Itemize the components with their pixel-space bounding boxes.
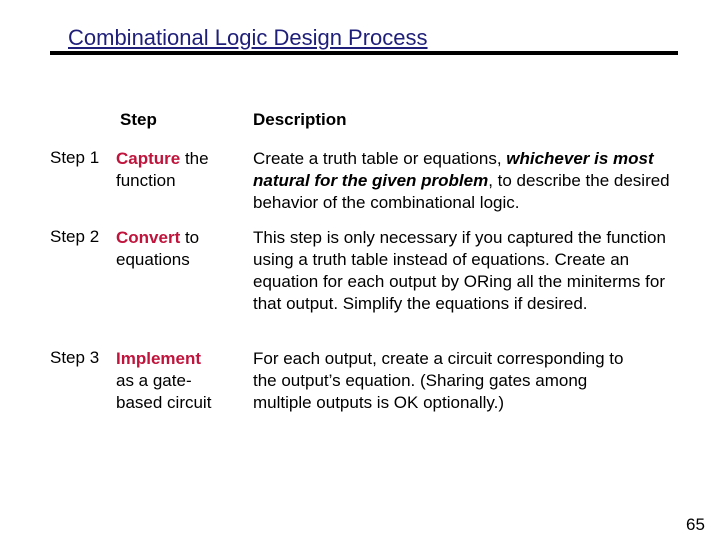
step-3-description [253,348,643,414]
step-1-title [116,148,236,192]
column-header-step: Step [120,110,157,129]
step-2-description [253,227,673,315]
slide-title: Combinational Logic Design Process [68,25,428,50]
step-1-desc-text-end: , to describe the desired behavior of the combinational logic. [253,171,670,212]
step-1-keyword: Capture [116,149,181,168]
step-2-title [116,227,236,271]
step-1-title-rest: the function [116,149,209,190]
page-number: 65 [686,515,705,534]
step-1-description [253,148,673,214]
step-3-title-rest: as a gate-based circuit [116,371,212,412]
step-1-label: Step 1 [50,148,100,167]
step-1-desc-text: Create a truth table or equations, [253,149,507,168]
step-3-label: Step 3 [50,348,100,367]
step-2-label: Step 2 [50,227,100,246]
column-header-description: Description [253,110,347,129]
step-2-keyword: Convert [116,228,181,247]
step-3-desc-text: For each output, create a circuit corresponding to the output’s equation. (Sharing gates among multiple outputs is OK optionally.) [253,349,624,412]
step-3-keyword: Implement [116,349,202,368]
step-2-desc-text: This step is only necessary if you captured the function using a truth table instead of equations. Create an equation for each output by ORing all the miniterms for that output. Simplify the equations if desired. [253,228,666,313]
step-1-desc-emphasis: whichever is most natural for the given problem [253,149,654,190]
step-3-title [116,348,216,414]
step-2-title-rest: to equations [116,228,200,269]
title-divider [50,51,678,55]
